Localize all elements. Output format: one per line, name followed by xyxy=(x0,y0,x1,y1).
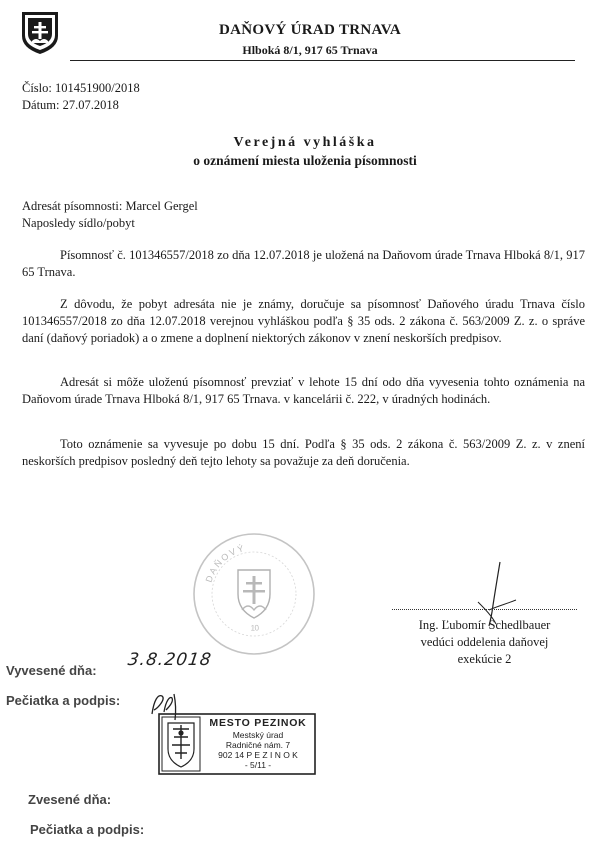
office-address: Hlboká 8/1, 917 65 Trnava xyxy=(242,43,378,57)
posted-date-value: 3.8.2018 xyxy=(126,650,214,670)
addressee-block xyxy=(22,198,198,232)
signatory-department: exekúcie 2 xyxy=(457,652,512,666)
addressee-name: Adresát písomnosti: Marcel Gergel xyxy=(22,199,198,213)
header-divider xyxy=(70,60,575,61)
posted-date-label: Vyvesené dňa: xyxy=(6,663,97,678)
document-subtitle: o oznámení miesta uloženia písomnosti xyxy=(193,153,417,168)
removed-date-label: Zvesené dňa: xyxy=(28,792,112,807)
body-paragraph: Toto oznámenie sa vyvesuje po dobu 15 dní. Podľa § 35 ods. 2 zákona č. 563/2009 Z. z. v znení neskorších predpisov posledný deň tejto lehoty sa považuje za deň doručenia. xyxy=(22,437,585,468)
stamp-street: Radničné nám. 7 xyxy=(225,740,291,750)
body-paragraph: Písomnosť č. 101346557/2018 zo dňa 12.07.2018 je uložená na Daňovom úrade Trnava Hlboká 8/1, 917 65 Trnava. xyxy=(22,248,585,279)
municipal-stamp-text xyxy=(202,717,314,770)
signature-block xyxy=(392,617,577,668)
official-round-seal xyxy=(188,528,320,660)
stamp-signature-label: Pečiatka a podpis: xyxy=(6,693,121,708)
reference-number: Číslo: 101451900/2018 xyxy=(22,81,140,95)
document-date: Dátum: 27.07.2018 xyxy=(22,98,119,112)
seal-text-top: DAŇOVÝ xyxy=(203,542,247,584)
signatory-position: vedúci oddelenia daňovej xyxy=(420,635,549,649)
body-paragraph: Z dôvodu, že pobyt adresáta nie je známy, doručuje sa písomnosť Daňového úradu Trnava číslo 101346557/2018 zo dňa 12.07.2018 verejnou vyhláškou podľa § 35 ods. 2 zákona č. 563/2009 Z. z. o správe daní (daňový poriadok) a o zmene a doplnení niektorých zákonov v znení neskorších predpisov. xyxy=(22,297,585,345)
document-title: Verejná vyhláška xyxy=(233,135,377,150)
stamp-office: Mestský úrad xyxy=(232,730,284,740)
signatory-name: Ing. Ľubomír Schedlbauer xyxy=(418,618,551,632)
document-meta xyxy=(22,80,140,114)
stamp-postcode-city: 902 14 P E Z I N O K xyxy=(218,750,298,760)
seal-text-bottom: 10 xyxy=(250,623,260,633)
body-paragraph: Adresát si môže uloženú písomnosť prevziať v lehote 15 dní odo dňa vyvesenia tohto oznámenia na Daňovom úrade Trnava Hlboká 8/1, 917 65 Trnava. v kancelárii č. 222, v úradných hodinách. xyxy=(22,375,585,406)
office-name: DAŇOVÝ ÚRAD TRNAVA xyxy=(218,22,402,38)
signature-line xyxy=(392,609,577,610)
stamp-number: - 5/11 - xyxy=(244,760,272,770)
svg-text:10 xyxy=(250,623,260,632)
stamp-signature-label-2: Pečiatka a podpis: xyxy=(30,822,145,837)
addressee-residence: Naposledy sídlo/pobyt xyxy=(22,216,135,230)
svg-text:DAŇOVÝ xyxy=(204,543,247,584)
stamp-municipality-name: MESTO PEZINOK xyxy=(209,717,307,729)
